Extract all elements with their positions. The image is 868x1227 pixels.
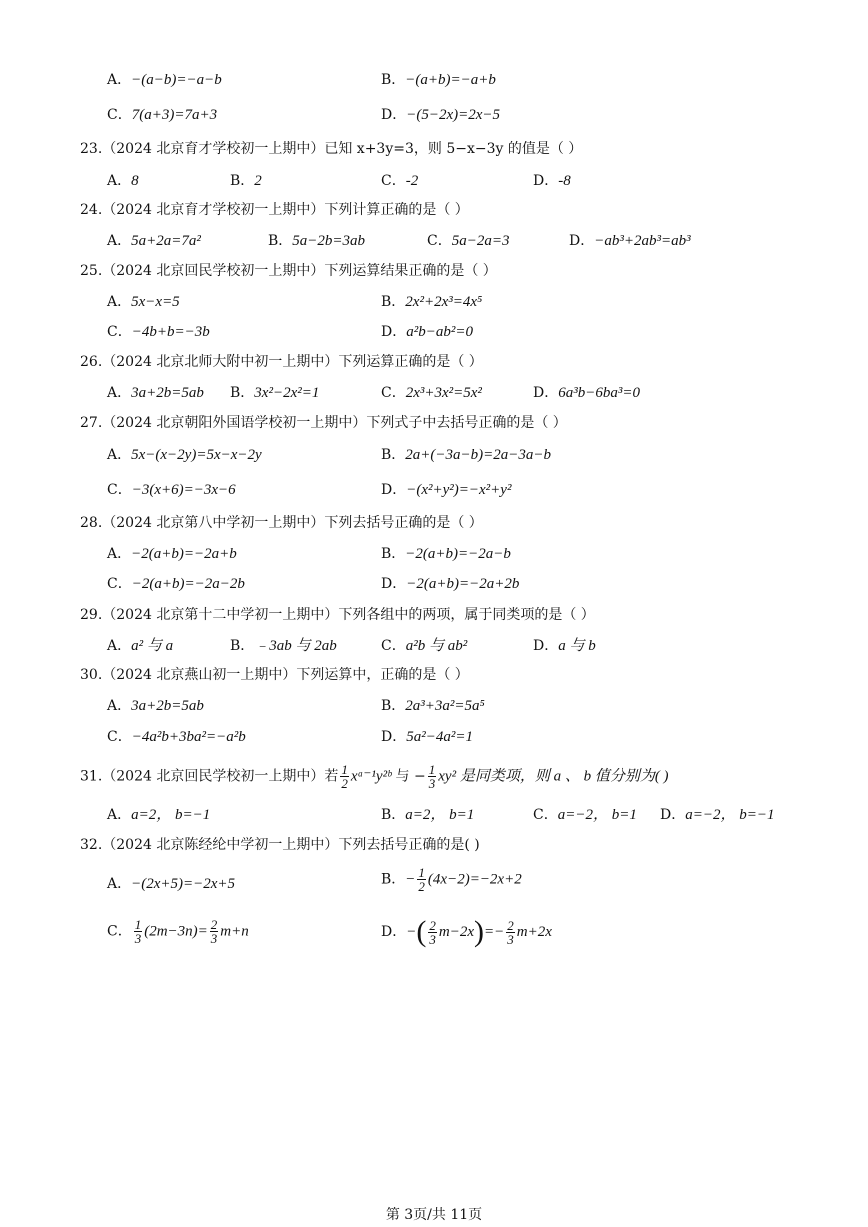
option-label: B． [230, 173, 255, 189]
option-label: C． [107, 729, 132, 745]
option-label: D． [381, 107, 407, 123]
numerator: 1 [418, 865, 425, 880]
option-label: C． [381, 173, 406, 189]
answer-option[interactable] [107, 293, 180, 311]
answer-option[interactable] [107, 481, 236, 499]
answer-option[interactable] [107, 172, 139, 190]
option-math: 5a²−4a²=1 [406, 729, 473, 745]
option-label: B． [381, 698, 406, 714]
option-label: A． [107, 294, 132, 310]
numerator: 2 [210, 917, 218, 932]
answer-option[interactable] [107, 446, 262, 464]
answer-option[interactable] [107, 697, 204, 715]
option-math: =− [483, 924, 505, 940]
option-label: A． [107, 173, 132, 189]
answer-option[interactable] [381, 323, 473, 341]
option-label: A． [107, 638, 132, 654]
option-label: B． [381, 72, 406, 88]
question-number: 28. [80, 515, 103, 531]
option-math: m+2x [516, 924, 552, 940]
fraction [506, 919, 515, 946]
option-math: 2a+(−3a−b)=2a−3a−b [405, 447, 552, 463]
question-stem [80, 262, 497, 280]
q32-option-b[interactable] [381, 866, 522, 893]
answer-option[interactable] [107, 232, 201, 250]
option-math: 2x³+3x²=5x² [405, 385, 482, 401]
question-stem [80, 606, 595, 624]
q32-option-d[interactable] [381, 915, 552, 948]
option-label: A． [107, 447, 132, 463]
option-label: D． [533, 638, 559, 654]
answer-option[interactable] [381, 545, 511, 563]
option-math: −(a+b)=−a+b [405, 72, 496, 88]
option-label: A． [107, 233, 132, 249]
question-stem [80, 666, 469, 684]
question-stem [80, 414, 567, 432]
answer-option[interactable] [569, 232, 691, 250]
question-number: 32. [80, 837, 103, 853]
fraction [134, 918, 143, 945]
option-math: 5x−x=5 [131, 294, 180, 310]
option-math: 2 [254, 173, 262, 189]
option-math: 5x−(x−2y)=5x−x−2y [131, 447, 262, 463]
answer-option[interactable] [381, 806, 474, 824]
option-label: D． [660, 807, 686, 823]
answer-option[interactable] [381, 106, 500, 124]
answer-option[interactable] [107, 545, 237, 563]
option-math: (4x−2)=−2x+2 [427, 871, 522, 888]
question-text: （2024 北京回民学校初一上期中）若 [102, 768, 339, 785]
option-label: D． [381, 924, 407, 940]
option-math: −2(a+b)=−2a−2b [131, 576, 245, 592]
option-label: C． [107, 923, 132, 940]
option-math: a 与 b [558, 638, 596, 654]
option-label: C． [381, 385, 406, 401]
option-math: 7(a+3)=7a+3 [131, 107, 218, 123]
option-math: − [405, 871, 416, 888]
option-label: A． [107, 385, 132, 401]
option-label: D． [381, 729, 407, 745]
answer-option[interactable] [107, 728, 246, 746]
answer-option[interactable] [533, 806, 637, 824]
question-number: 25. [80, 263, 103, 279]
option-label: B． [381, 447, 406, 463]
option-math: − [406, 924, 417, 940]
option-math: −2(a+b)=−2a+b [131, 546, 237, 562]
option-math: ﹣3ab 与 2ab [254, 638, 337, 654]
option-label: D． [533, 385, 559, 401]
question-text: xy² 是同类项，则 a 、 b 值分别为( ) [438, 768, 669, 785]
question-stem [80, 514, 483, 532]
denominator: 3 [134, 931, 142, 946]
option-label: A． [107, 698, 132, 714]
option-math: a²b−ab²=0 [406, 324, 473, 340]
denominator: 3 [428, 776, 436, 791]
question-number: 23. [80, 141, 103, 157]
option-math: a=−2， b=1 [557, 807, 637, 823]
option-label: D． [569, 233, 595, 249]
option-math: a² 与 a [131, 638, 174, 654]
fraction [340, 763, 349, 790]
option-math: 2a³+3a²=5a⁵ [405, 698, 485, 714]
answer-option[interactable] [381, 71, 496, 89]
option-math: 5a−2b=3ab [292, 233, 366, 249]
question-number: 27. [80, 415, 103, 431]
answer-option[interactable] [381, 446, 551, 464]
option-math: −2(a+b)=−2a−b [405, 546, 511, 562]
option-math: 5a+2a=7a² [131, 233, 201, 249]
numerator: 1 [341, 762, 348, 777]
option-label: B． [381, 546, 406, 562]
option-math: −4b+b=−3b [131, 324, 210, 340]
option-label: C． [107, 107, 132, 123]
option-math: m+n [220, 923, 249, 940]
question-text: （2024 北京第八中学初一上期中）下列去括号正确的是（ ） [102, 515, 483, 531]
math-term: xᵃ⁻¹y²ᵇ [350, 768, 392, 785]
option-math: 8 [131, 173, 139, 189]
option-label: B． [230, 638, 255, 654]
question-number: 29. [80, 607, 103, 623]
question-stem [80, 353, 483, 371]
option-math: 5a−2a=3 [451, 233, 510, 249]
close-paren: ) [473, 915, 484, 948]
question-31-stem [80, 763, 669, 790]
page-footer: 第 3页/共 11页 [385, 1207, 483, 1223]
option-math: a=2， b=1 [405, 807, 475, 823]
fraction [417, 866, 426, 893]
option-label: C． [381, 638, 406, 654]
answer-option[interactable] [107, 323, 210, 341]
answer-option[interactable] [381, 293, 482, 311]
answer-option[interactable] [381, 172, 418, 190]
option-label: D． [381, 576, 407, 592]
option-math: −(5−2x)=2x−5 [406, 107, 501, 123]
option-label: B． [381, 294, 406, 310]
numerator: 2 [429, 917, 436, 933]
answer-option[interactable] [268, 232, 365, 250]
fraction [428, 763, 437, 790]
question-text: （2024 北京育才学校初一上期中）已知 x+3y=3，则 5−x−3y 的值是（ ） [102, 141, 583, 157]
option-math: 3a+2b=5ab [131, 698, 204, 714]
answer-option[interactable] [230, 172, 262, 190]
option-math: 6a³b−6ba³=0 [558, 385, 640, 401]
answer-option[interactable] [107, 71, 222, 89]
fraction [210, 918, 219, 945]
option-math: 3x²−2x²=1 [254, 385, 320, 401]
option-label: D． [533, 173, 559, 189]
question-text: （2024 北京燕山初一上期中）下列运算中，正确的是（ ） [102, 667, 469, 683]
answer-option[interactable] [381, 637, 467, 655]
answer-option[interactable] [660, 806, 774, 824]
question-stem [80, 201, 469, 219]
question-text: （2024 北京朝阳外国语学校初一上期中）下列式子中去括号正确的是（ ） [102, 415, 567, 431]
denominator: 3 [210, 931, 218, 946]
option-label: C． [427, 233, 452, 249]
option-label: A． [107, 546, 132, 562]
option-label: B． [381, 871, 406, 888]
option-label: A． [107, 876, 132, 892]
question-text: （2024 北京北师大附中初一上期中）下列运算正确的是（ ） [102, 354, 483, 370]
question-stem [80, 140, 582, 158]
question-number: 30. [80, 667, 103, 683]
numerator: 1 [428, 762, 436, 777]
answer-option[interactable] [381, 728, 473, 746]
option-math: −(a−b)=−a−b [131, 72, 222, 88]
option-label: A． [107, 807, 132, 823]
numerator: 2 [507, 917, 514, 933]
option-math: 2x²+2x³=4x⁵ [405, 294, 483, 310]
question-text: （2024 北京育才学校初一上期中）下列计算正确的是（ ） [102, 202, 469, 218]
denominator: 2 [341, 776, 348, 791]
answer-option[interactable] [230, 384, 319, 402]
answer-option[interactable] [381, 575, 519, 593]
denominator: 3 [429, 931, 436, 947]
option-math: −3(x+6)=−3x−6 [131, 482, 236, 498]
answer-option[interactable] [533, 384, 640, 402]
option-math: (2m−3n)= [144, 923, 208, 940]
option-label: C． [107, 576, 132, 592]
denominator: 3 [507, 931, 514, 947]
question-number: 26. [80, 354, 103, 370]
option-label: B． [268, 233, 293, 249]
q32-option-a[interactable] [107, 875, 235, 893]
question-text: 与 − [391, 768, 426, 785]
option-math: −4a²b+3ba²=−a²b [131, 729, 246, 745]
answer-option[interactable] [107, 637, 173, 655]
option-label: A． [107, 72, 132, 88]
q32-option-c[interactable] [107, 918, 249, 945]
answer-option[interactable] [230, 637, 337, 655]
answer-option[interactable] [107, 384, 204, 402]
option-math: −(2x+5)=−2x+5 [131, 876, 236, 892]
fraction [428, 919, 437, 946]
option-math: −2(a+b)=−2a+2b [406, 576, 520, 592]
open-paren: ( [416, 915, 427, 948]
option-label: B． [230, 385, 255, 401]
option-math: −(x²+y²)=−x²+y² [406, 482, 512, 498]
option-math: m−2x [438, 924, 474, 940]
option-label: B． [381, 807, 406, 823]
option-math: −ab³+2ab³=ab³ [594, 233, 691, 249]
answer-option[interactable] [107, 806, 210, 824]
option-math: -8 [558, 173, 571, 189]
answer-option[interactable] [427, 232, 509, 250]
question-number: 31. [80, 768, 103, 785]
question-text: （2024 北京陈经纶中学初一上期中）下列去括号正确的是( ) [102, 837, 480, 853]
option-label: C． [107, 324, 132, 340]
answer-option[interactable] [533, 637, 596, 655]
option-math: a=−2， b=−1 [685, 807, 775, 823]
answer-option[interactable] [381, 481, 511, 499]
option-math: a²b 与 ab² [405, 638, 468, 654]
option-math: -2 [405, 173, 419, 189]
question-32-stem [80, 836, 480, 854]
denominator: 2 [418, 879, 425, 894]
option-label: D． [381, 324, 407, 340]
option-math: a=2， b=−1 [131, 807, 211, 823]
answer-option[interactable] [381, 384, 482, 402]
answer-option[interactable] [381, 697, 485, 715]
answer-option[interactable] [107, 106, 217, 124]
answer-option[interactable] [533, 172, 571, 190]
question-text: （2024 北京回民学校初一上期中）下列运算结果正确的是（ ） [102, 263, 497, 279]
option-label: D． [381, 482, 407, 498]
option-label: C． [533, 807, 558, 823]
answer-option[interactable] [107, 575, 245, 593]
option-label: C． [107, 482, 132, 498]
numerator: 1 [134, 917, 142, 932]
question-number: 24. [80, 202, 103, 218]
option-math: 3a+2b=5ab [131, 385, 204, 401]
question-text: （2024 北京第十二中学初一上期中）下列各组中的两项，属于同类项的是（ ） [102, 607, 595, 623]
